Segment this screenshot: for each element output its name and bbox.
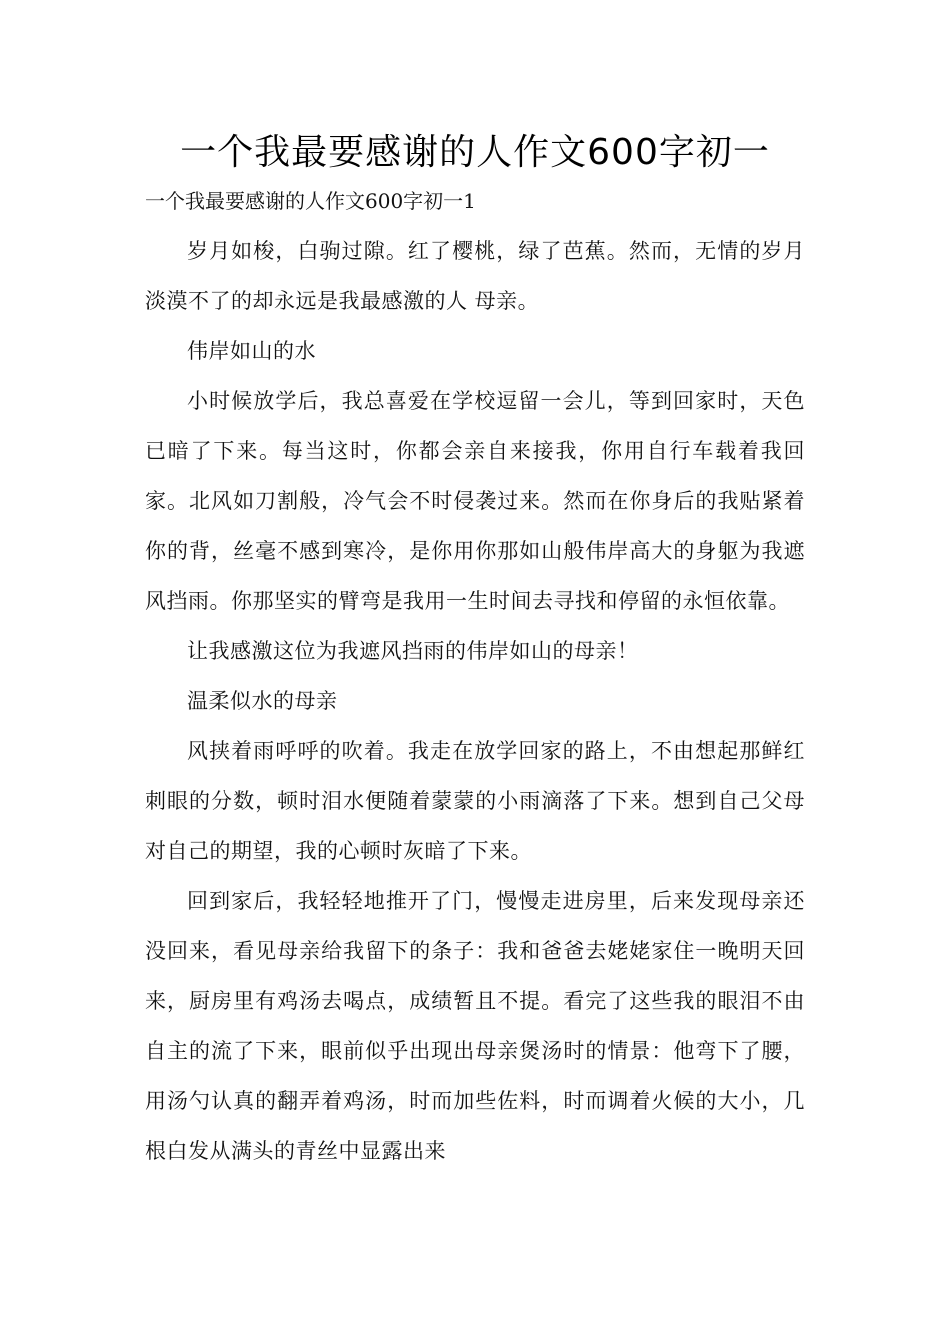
document-subtitle: 一个我最要感谢的人作文600字初一1 xyxy=(145,189,476,213)
paragraph-rain: 风挟着雨呼呼的吹着。我走在放学回家的路上，不由想起那鲜红刺眼的分数，顿时泪水便随着蒙蒙的小雨滴落了下来。想到自己父母对自己的期望，我的心顿时灰暗了下来。 xyxy=(145,739,805,863)
paragraph-home: 回到家后，我轻轻地推开了门，慢慢走进房里，后来发现母亲还没回来，看见母亲给我留下的条子：我和爸爸去姥姥家住一晚明天回来，厨房里有鸡汤去喝点，成绩暂且不提。看完了这些我的眼泪不由自主的流了下来，眼前似乎出现出母亲煲汤时的情景：他弯下了腰，用汤勺认真的翻弄着鸡汤，时而加些佐料，时而调着火候的大小，几根白发从满头的青丝中显露出来 xyxy=(145,889,805,1163)
document-page xyxy=(145,128,805,1176)
section-heading-water: 温柔似水的母亲 xyxy=(187,689,338,713)
section-heading-mountain: 伟岸如山的水 xyxy=(187,339,316,363)
paragraph-gratitude: 让我感激这位为我遮风挡雨的伟岸如山的母亲！ xyxy=(187,639,639,663)
document-title: 一个我最要感谢的人作文600字初一 xyxy=(180,132,770,173)
paragraph-childhood: 小时候放学后，我总喜爱在学校逗留一会儿，等到回家时，天色已暗了下来。每当这时，你都会亲自来接我，你用自行车载着我回家。北风如刀割般，冷气会不时侵袭过来。然而在你身后的我贴紧着你的背，丝毫不感到寒冷，是你用你那如山般伟岸高大的身躯为我遮风挡雨。你那坚实的臂弯是我用一生时间去寻找和停留的永恒依靠。 xyxy=(145,389,805,613)
paragraph-intro: 岁月如梭，白驹过隙。红了樱桃，绿了芭蕉。然而，无情的岁月淡漠不了的却永远是我最感激的人 母亲。 xyxy=(145,239,805,313)
